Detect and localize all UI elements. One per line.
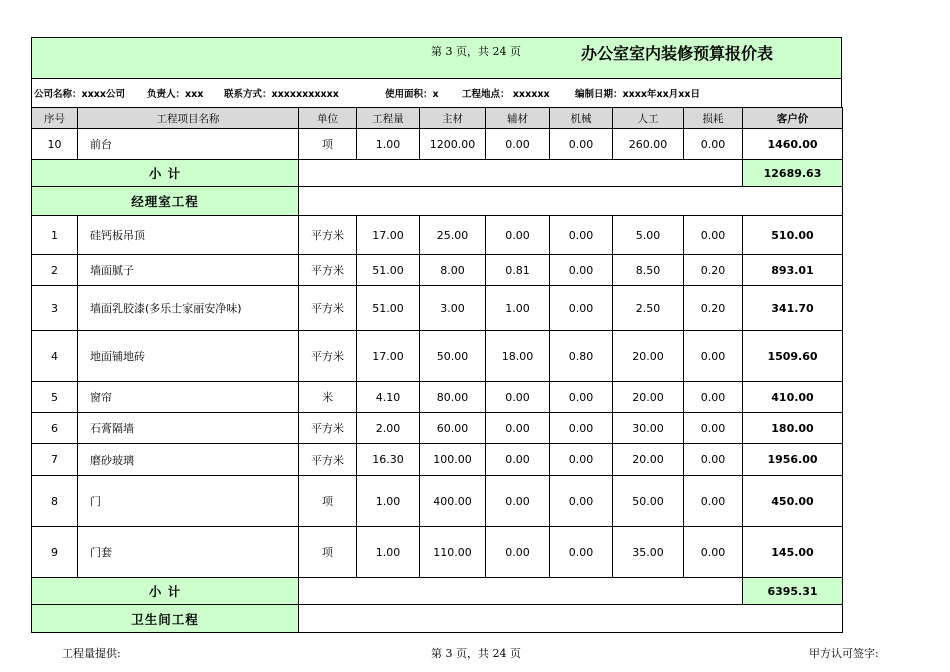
cell-main: 25.00 (420, 216, 486, 255)
col-header-name: 工程项目名称 (78, 108, 299, 129)
cell-unit: 平方米 (299, 444, 357, 476)
cell-price: 1509.60 (743, 331, 843, 382)
cell-name: 磨砂玻璃 (78, 444, 299, 476)
cell-price: 1956.00 (743, 444, 843, 476)
section-title: 卫生间工程 (32, 605, 299, 633)
subtotal-row (32, 160, 843, 187)
cell-no: 1 (32, 216, 78, 255)
cell-price: 510.00 (743, 216, 843, 255)
col-header-price: 客户价 (743, 108, 843, 129)
cell-qty: 16.30 (357, 444, 420, 476)
compile-date: 编制日期：xxxx年xx月xx日 (575, 89, 701, 100)
cell-labor: 8.50 (613, 255, 684, 286)
cell-no: 3 (32, 286, 78, 331)
cell-unit: 平方米 (299, 216, 357, 255)
cell-price: 1460.00 (743, 129, 843, 160)
cell-loss: 0.00 (684, 476, 743, 527)
cell-aux: 0.00 (486, 216, 550, 255)
contact: 联系方式：xxxxxxxxxxx (224, 89, 339, 100)
table-row (32, 255, 843, 286)
cell-main: 1200.00 (420, 129, 486, 160)
cell-qty: 4.10 (357, 382, 420, 413)
subtotal-blank (299, 160, 743, 187)
col-header-unit: 单位 (299, 108, 357, 129)
cell-price: 145.00 (743, 527, 843, 578)
title-bar (31, 37, 842, 78)
table-row (32, 444, 843, 476)
cell-loss: 0.00 (684, 444, 743, 476)
col-header-main: 主材 (420, 108, 486, 129)
cell-unit: 项 (299, 527, 357, 578)
cell-no: 2 (32, 255, 78, 286)
cell-aux: 0.00 (486, 476, 550, 527)
cell-aux: 0.81 (486, 255, 550, 286)
subtotal-blank (299, 578, 743, 605)
cell-qty: 51.00 (357, 286, 420, 331)
col-header-loss: 损耗 (684, 108, 743, 129)
table-row (32, 286, 843, 331)
cell-mach: 0.00 (550, 527, 613, 578)
cell-qty: 17.00 (357, 331, 420, 382)
page-indicator: 第 3 页，共 24 页 (431, 45, 521, 58)
header-row (32, 108, 843, 129)
cell-no: 6 (32, 413, 78, 444)
cell-labor: 20.00 (613, 444, 684, 476)
cell-name: 地面铺地砖 (78, 331, 299, 382)
cell-main: 400.00 (420, 476, 486, 527)
cell-labor: 35.00 (613, 527, 684, 578)
cell-aux: 0.00 (486, 382, 550, 413)
cell-mach: 0.00 (550, 129, 613, 160)
cell-labor: 2.50 (613, 286, 684, 331)
usage-area: 使用面积：x (385, 89, 439, 100)
subtotal-value: 12689.63 (743, 160, 843, 187)
table-row (32, 527, 843, 578)
cell-qty: 2.00 (357, 413, 420, 444)
cell-name: 硅钙板吊顶 (78, 216, 299, 255)
cell-mach: 0.80 (550, 331, 613, 382)
cell-qty: 51.00 (357, 255, 420, 286)
cell-aux: 0.00 (486, 527, 550, 578)
cell-main: 80.00 (420, 382, 486, 413)
subtotal-value: 6395.31 (743, 578, 843, 605)
cell-name: 墙面乳胶漆(多乐士家丽安净味) (78, 286, 299, 331)
cell-aux: 1.00 (486, 286, 550, 331)
col-header-labor: 人工 (613, 108, 684, 129)
cell-name: 前台 (78, 129, 299, 160)
footer-page-indicator: 第 3 页，共 24 页 (431, 647, 521, 660)
cell-price: 893.01 (743, 255, 843, 286)
cell-mach: 0.00 (550, 413, 613, 444)
cell-loss: 0.20 (684, 286, 743, 331)
table-row (32, 476, 843, 527)
cell-labor: 20.00 (613, 331, 684, 382)
cell-price: 180.00 (743, 413, 843, 444)
cell-mach: 0.00 (550, 216, 613, 255)
company-name: 公司名称：xxxx公司 (34, 89, 126, 100)
col-header-mach: 机械 (550, 108, 613, 129)
section-blank (299, 605, 843, 633)
table-row (32, 331, 843, 382)
table-row (32, 382, 843, 413)
cell-labor: 20.00 (613, 382, 684, 413)
section-row (32, 605, 843, 633)
cell-labor: 5.00 (613, 216, 684, 255)
cell-no: 9 (32, 527, 78, 578)
cell-qty: 17.00 (357, 216, 420, 255)
cell-main: 110.00 (420, 527, 486, 578)
cell-unit: 项 (299, 129, 357, 160)
cell-labor: 30.00 (613, 413, 684, 444)
cell-main: 8.00 (420, 255, 486, 286)
cell-no: 10 (32, 129, 78, 160)
cell-loss: 0.00 (684, 331, 743, 382)
project-location: 工程地点： xxxxxx (462, 89, 550, 100)
cell-loss: 0.20 (684, 255, 743, 286)
cell-name: 门套 (78, 527, 299, 578)
col-header-qty: 工程量 (357, 108, 420, 129)
cell-no: 5 (32, 382, 78, 413)
cell-no: 4 (32, 331, 78, 382)
cell-main: 3.00 (420, 286, 486, 331)
quotation-sheet (31, 37, 842, 633)
cell-name: 墙面腻子 (78, 255, 299, 286)
cell-aux: 0.00 (486, 444, 550, 476)
cell-qty: 1.00 (357, 476, 420, 527)
cell-mach: 0.00 (550, 382, 613, 413)
cell-aux: 18.00 (486, 331, 550, 382)
cell-mach: 0.00 (550, 286, 613, 331)
cell-price: 450.00 (743, 476, 843, 527)
cell-main: 100.00 (420, 444, 486, 476)
cell-unit: 项 (299, 476, 357, 527)
cell-mach: 0.00 (550, 476, 613, 527)
col-header-aux: 辅材 (486, 108, 550, 129)
cell-aux: 0.00 (486, 413, 550, 444)
cell-loss: 0.00 (684, 382, 743, 413)
cell-loss: 0.00 (684, 216, 743, 255)
cell-unit: 平方米 (299, 255, 357, 286)
cell-qty: 1.00 (357, 527, 420, 578)
cell-loss: 0.00 (684, 413, 743, 444)
subtotal-label: 小 计 (32, 578, 299, 605)
cell-unit: 平方米 (299, 331, 357, 382)
subtotal-row (32, 578, 843, 605)
section-blank (299, 187, 843, 216)
cell-qty: 1.00 (357, 129, 420, 160)
cell-name: 门 (78, 476, 299, 527)
col-header-no: 序号 (32, 108, 78, 129)
table-row (32, 129, 843, 160)
manager: 负责人：xxx (147, 89, 204, 100)
cell-labor: 260.00 (613, 129, 684, 160)
cell-loss: 0.00 (684, 527, 743, 578)
cell-name: 石膏隔墙 (78, 413, 299, 444)
table-row (32, 413, 843, 444)
quotation-table (31, 107, 843, 633)
cell-mach: 0.00 (550, 255, 613, 286)
cell-price: 341.70 (743, 286, 843, 331)
footer-quantity-provider: 工程量提供: (62, 647, 121, 660)
section-row (32, 187, 843, 216)
document-title: 办公室室内装修预算报价表 (581, 44, 774, 63)
footer-signature: 甲方认可签字: (809, 647, 879, 660)
cell-unit: 米 (299, 382, 357, 413)
cell-name: 窗帘 (78, 382, 299, 413)
cell-unit: 平方米 (299, 413, 357, 444)
cell-no: 8 (32, 476, 78, 527)
info-bar (31, 78, 842, 107)
cell-unit: 平方米 (299, 286, 357, 331)
cell-main: 50.00 (420, 331, 486, 382)
cell-mach: 0.00 (550, 444, 613, 476)
cell-price: 410.00 (743, 382, 843, 413)
table-row (32, 216, 843, 255)
cell-loss: 0.00 (684, 129, 743, 160)
cell-aux: 0.00 (486, 129, 550, 160)
cell-labor: 50.00 (613, 476, 684, 527)
cell-no: 7 (32, 444, 78, 476)
section-title: 经理室工程 (32, 187, 299, 216)
subtotal-label: 小 计 (32, 160, 299, 187)
cell-main: 60.00 (420, 413, 486, 444)
